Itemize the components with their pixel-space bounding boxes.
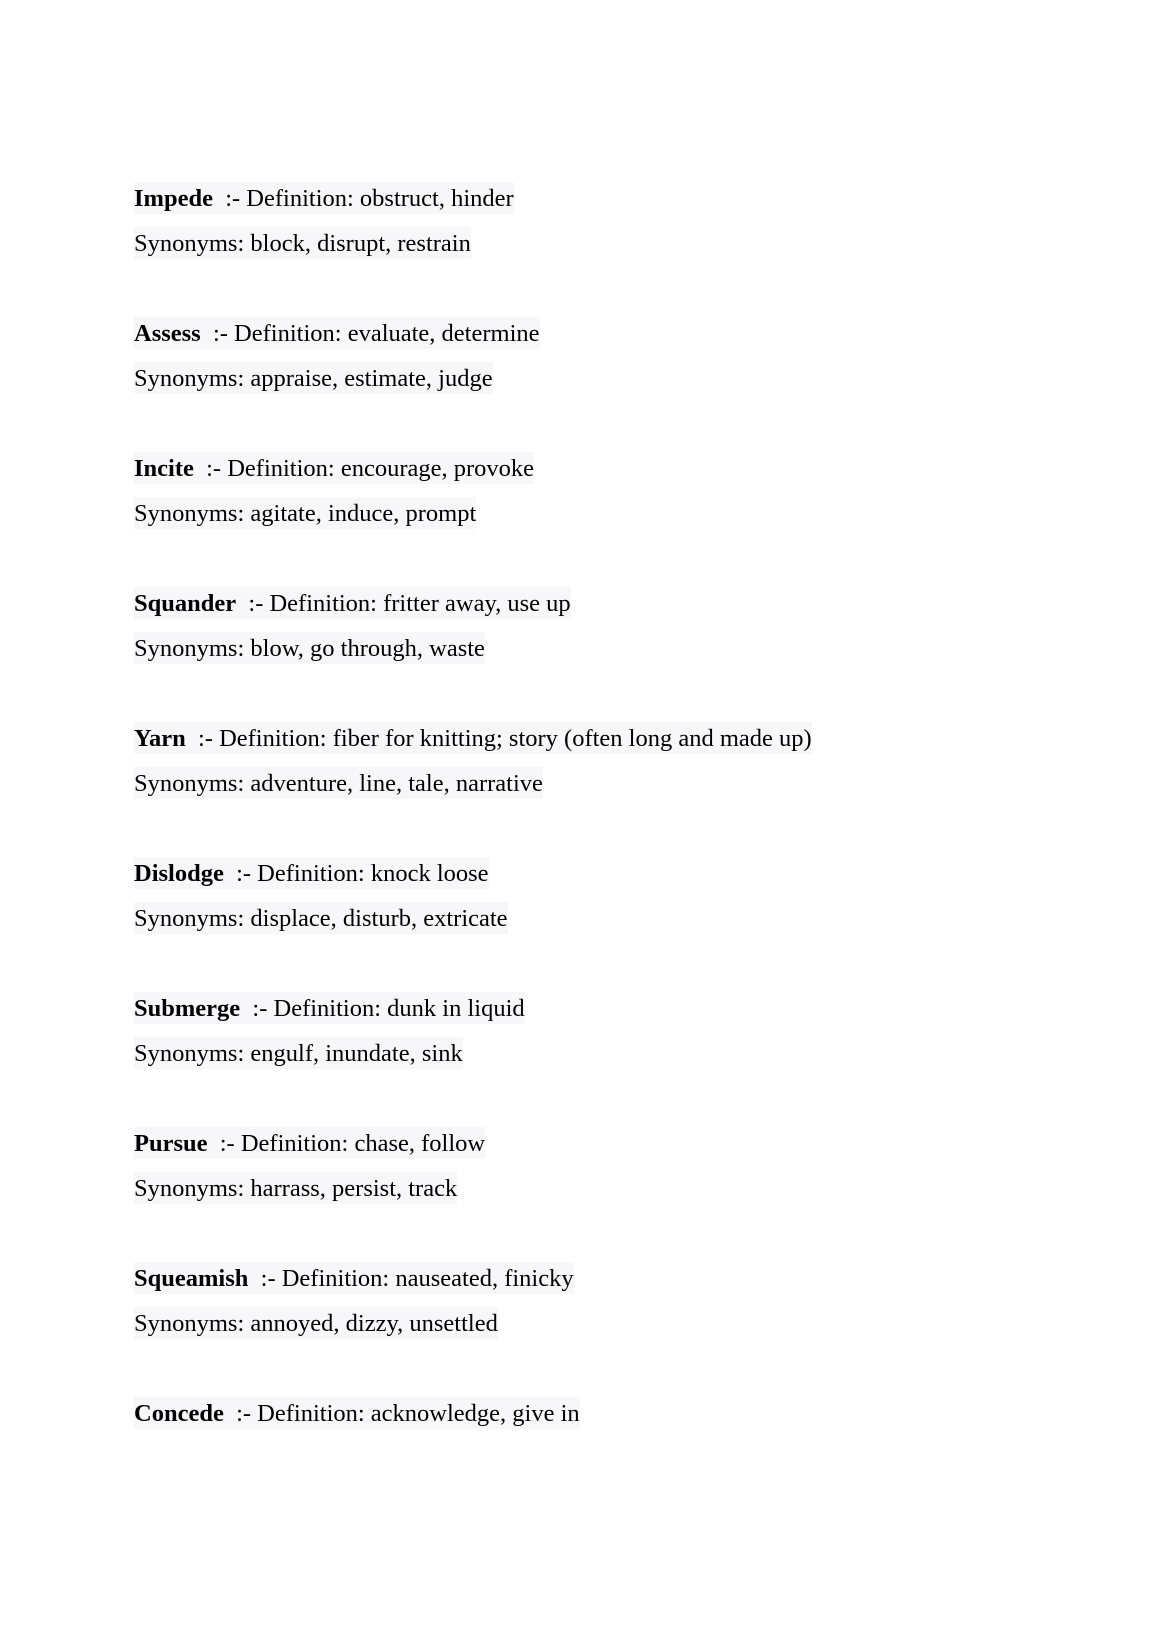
definition-highlight	[134, 992, 525, 1024]
vocab-word: Dislodge	[134, 860, 224, 887]
definition-text: :- Definition: chase, follow	[207, 1130, 486, 1157]
definition-highlight	[134, 1397, 580, 1429]
definition-highlight	[134, 722, 812, 754]
definition-line	[134, 986, 812, 1031]
definition-text: :- Definition: encourage, provoke	[193, 455, 535, 482]
definition-highlight	[134, 857, 489, 889]
vocab-entry	[134, 311, 812, 446]
synonyms-line	[134, 1166, 812, 1211]
vocab-word: Incite	[134, 455, 194, 482]
definition-highlight	[134, 317, 540, 349]
synonyms-text: Synonyms: adventure, line, tale, narrative	[134, 767, 543, 799]
definition-text: :- Definition: nauseated, finicky	[248, 1265, 574, 1292]
definition-text: :- Definition: obstruct, hinder	[212, 185, 514, 212]
definition-line	[134, 446, 812, 491]
vocab-entry	[134, 1121, 812, 1256]
definition-text: :- Definition: evaluate, determine	[200, 320, 540, 347]
definition-text: :- Definition: knock loose	[223, 860, 489, 887]
synonyms-text: Synonyms: annoyed, dizzy, unsettled	[134, 1307, 498, 1339]
vocab-entry	[134, 581, 812, 716]
definition-line	[134, 716, 812, 761]
vocab-entry	[134, 716, 812, 851]
synonyms-text: Synonyms: engulf, inundate, sink	[134, 1037, 463, 1069]
vocab-entry	[134, 986, 812, 1121]
synonyms-line	[134, 626, 812, 671]
synonyms-text: Synonyms: agitate, induce, prompt	[134, 497, 476, 529]
definition-text: :- Definition: fritter away, use up	[236, 590, 571, 617]
definition-line	[134, 1391, 812, 1436]
vocab-entry	[134, 851, 812, 986]
synonyms-text: Synonyms: block, disrupt, restrain	[134, 227, 471, 259]
definition-highlight	[134, 1127, 485, 1159]
synonyms-line	[134, 1031, 812, 1076]
definition-text: :- Definition: acknowledge, give in	[223, 1400, 580, 1427]
definition-highlight	[134, 182, 514, 214]
definition-line	[134, 851, 812, 896]
definition-text: :- Definition: fiber for knitting; story (often long and made up)	[185, 725, 812, 752]
vocab-word: Assess	[134, 320, 201, 347]
definition-highlight	[134, 452, 534, 484]
definition-line	[134, 1256, 812, 1301]
definition-line	[134, 581, 812, 626]
definition-text: :- Definition: dunk in liquid	[240, 995, 525, 1022]
definition-line	[134, 311, 812, 356]
vocab-word: Squander	[134, 590, 237, 617]
synonyms-text: Synonyms: displace, disturb, extricate	[134, 902, 508, 934]
vocab-entry	[134, 446, 812, 581]
vocab-entry	[134, 1391, 812, 1526]
vocab-word: Concede	[134, 1400, 224, 1427]
vocab-word: Submerge	[134, 995, 241, 1022]
vocabulary-document	[134, 176, 812, 1526]
synonyms-line	[134, 1301, 812, 1346]
definition-line	[134, 1121, 812, 1166]
definition-line	[134, 176, 812, 221]
vocab-word: Impede	[134, 185, 213, 212]
definition-highlight	[134, 587, 571, 619]
synonyms-line	[134, 356, 812, 401]
synonyms-line	[134, 221, 812, 266]
synonyms-line	[134, 761, 812, 806]
synonyms-text: Synonyms: harrass, persist, track	[134, 1172, 457, 1204]
synonyms-line	[134, 896, 812, 941]
definition-highlight	[134, 1262, 574, 1294]
synonyms-text: Synonyms: blow, go through, waste	[134, 632, 485, 664]
synonyms-line	[134, 491, 812, 536]
vocab-entry	[134, 176, 812, 311]
synonyms-text: Synonyms: appraise, estimate, judge	[134, 362, 493, 394]
vocab-word: Pursue	[134, 1130, 208, 1157]
vocab-entry	[134, 1256, 812, 1391]
vocab-word: Yarn	[134, 725, 186, 752]
vocab-word: Squeamish	[134, 1265, 249, 1292]
